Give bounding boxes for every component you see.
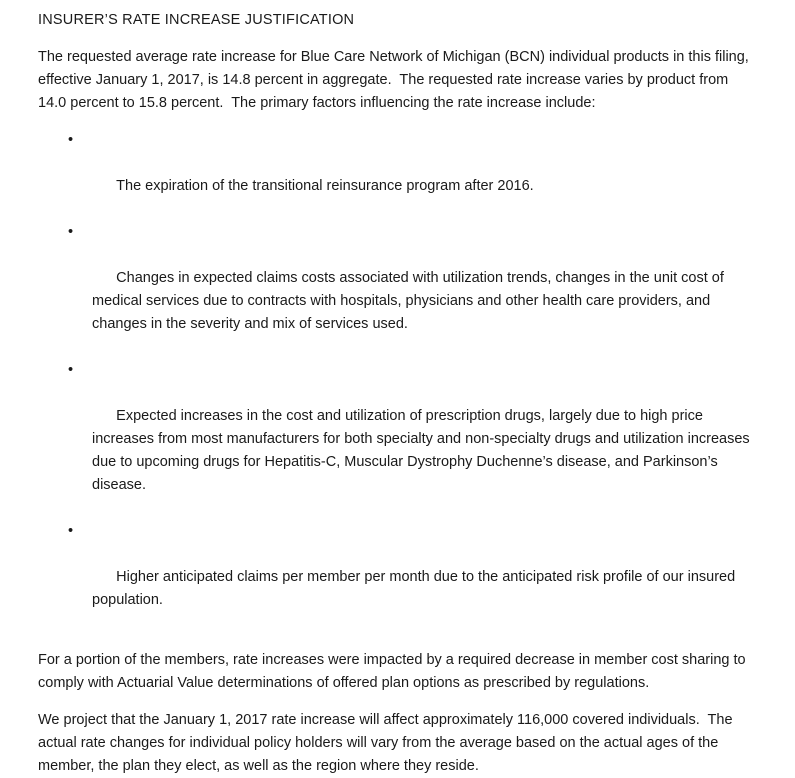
- list-item: [68, 129, 757, 221]
- list-item-text: Changes in expected claims costs associated with utilization trends, changes in the unit cost of medical services due to contracts with hospitals, physicians and other health care providers, and changes in the severity and mix of services used.: [92, 270, 728, 332]
- list-item-text: Higher anticipated claims per member per month due to the anticipated risk profile of our insured population.: [92, 569, 740, 608]
- intro-paragraph: The requested average rate increase for Blue Care Network of Michigan (BCN) individual products in this filing, effective January 1, 2017, is 14.8 percent in aggregate. The requested rate increase varies by product from 14.0 percent to 15.8 percent. The primary factors influencing the rate increase include:: [38, 49, 753, 111]
- list-item-text: The expiration of the transitional reinsurance program after 2016.: [116, 178, 534, 194]
- list-item: [68, 359, 757, 520]
- bullet-icon: •: [68, 224, 74, 240]
- document-title: INSURER’S RATE INCREASE JUSTIFICATION: [38, 12, 355, 28]
- list-item: [68, 221, 757, 359]
- bullet-icon: •: [68, 362, 74, 378]
- list-item-text: Expected increases in the cost and utilization of prescription drugs, largely due to high price increases from most manufacturers for both specialty and non-specialty drugs and utilization increases due to upcoming drugs for Hepatitis-C, Muscular Dystrophy Duchenne’s disease, and Parkinson’s disease.: [92, 408, 754, 493]
- bullet-icon: •: [68, 523, 74, 539]
- list-item: [68, 520, 757, 635]
- bullet-icon: •: [68, 132, 74, 148]
- cost-sharing-paragraph: For a portion of the members, rate increases were impacted by a required decrease in member cost sharing to comply with Actuarial Value determinations of offered plan options as prescribed by regulations.: [38, 652, 750, 691]
- projection-paragraph: We project that the January 1, 2017 rate increase will affect approximately 116,000 covered individuals. The actual rate changes for individual policy holders will vary from the average based on the actual ages of the member, the plan they elect, as well as the region where they reside.: [38, 712, 737, 774]
- rate-factors-list: [38, 129, 757, 635]
